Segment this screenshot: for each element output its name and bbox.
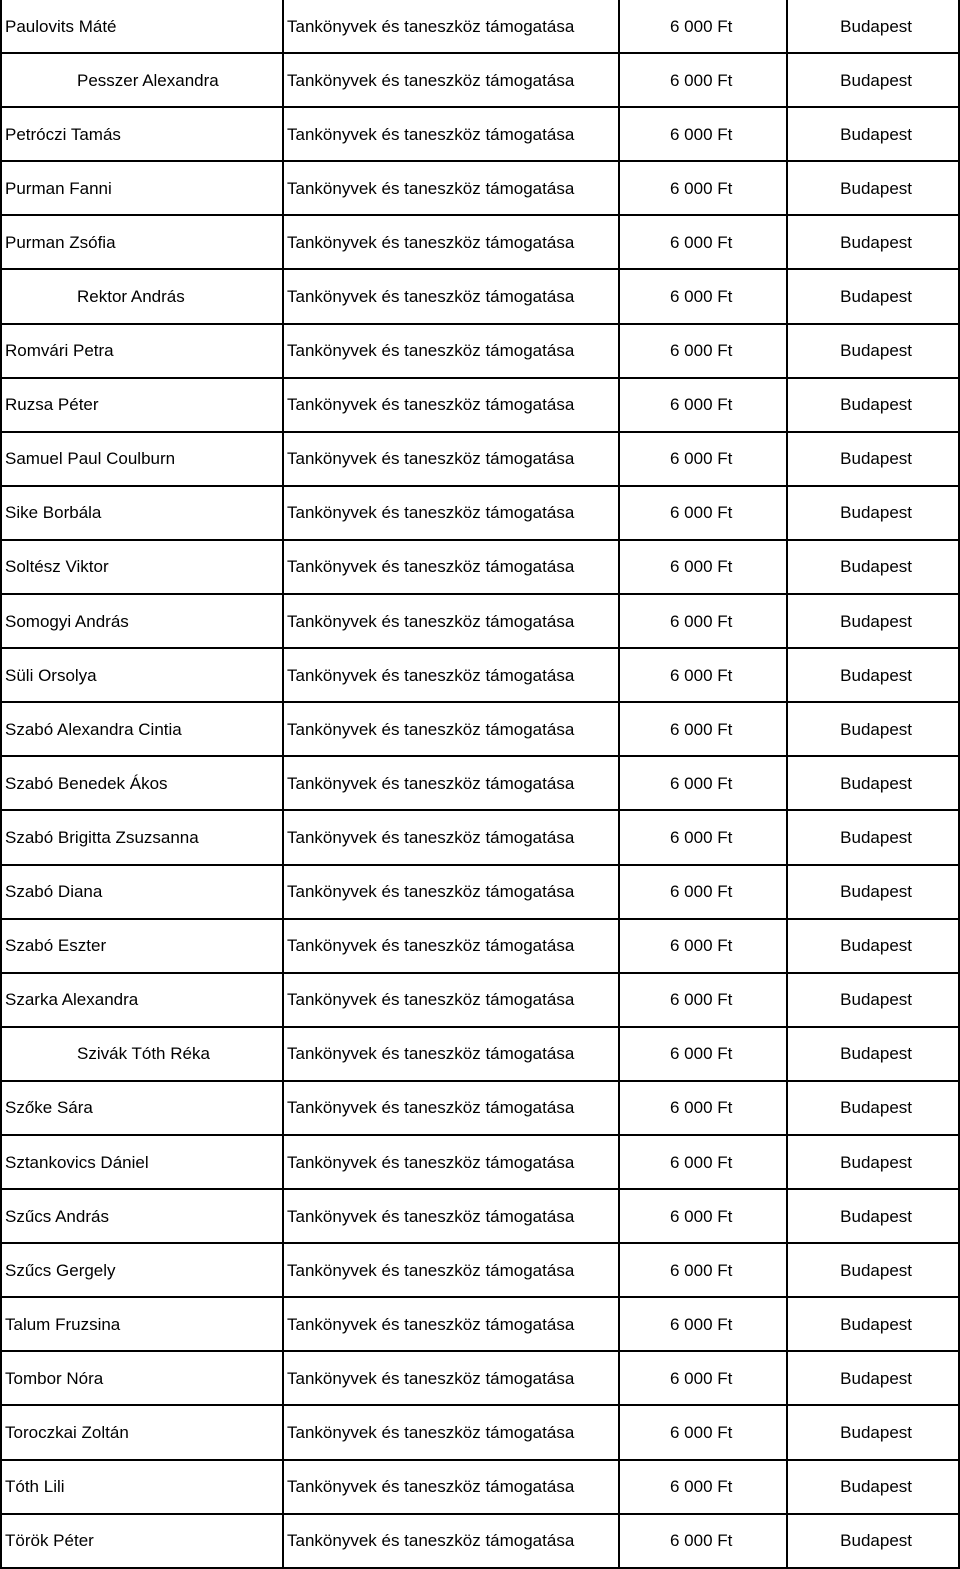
support-type-cell: Tankönyvek és taneszköz támogatása bbox=[283, 1243, 619, 1297]
table-row bbox=[1, 1514, 959, 1568]
amount-cell: 6 000 Ft bbox=[619, 107, 787, 161]
amount-cell: 6 000 Ft bbox=[619, 865, 787, 919]
recipient-name-cell: Purman Zsófia bbox=[1, 215, 283, 269]
support-type-cell: Tankönyvek és taneszköz támogatása bbox=[283, 865, 619, 919]
table-row bbox=[1, 0, 959, 53]
support-type-cell: Tankönyvek és taneszköz támogatása bbox=[283, 1351, 619, 1405]
recipient-name-cell: Samuel Paul Coulburn bbox=[1, 432, 283, 486]
recipient-name-cell: Tombor Nóra bbox=[1, 1351, 283, 1405]
recipient-name-cell: Süli Orsolya bbox=[1, 648, 283, 702]
table-row bbox=[1, 486, 959, 540]
table-row bbox=[1, 1189, 959, 1243]
recipient-name-cell: Petróczi Tamás bbox=[1, 107, 283, 161]
city-cell: Budapest bbox=[787, 1351, 959, 1405]
table-row bbox=[1, 1351, 959, 1405]
amount-cell: 6 000 Ft bbox=[619, 161, 787, 215]
support-type-cell: Tankönyvek és taneszköz támogatása bbox=[283, 1189, 619, 1243]
table-row bbox=[1, 810, 959, 864]
table-row bbox=[1, 269, 959, 323]
support-type-cell: Tankönyvek és taneszköz támogatása bbox=[283, 919, 619, 973]
amount-cell: 6 000 Ft bbox=[619, 648, 787, 702]
recipient-name-cell: Szabó Benedek Ákos bbox=[1, 756, 283, 810]
recipient-name-cell: Szabó Alexandra Cintia bbox=[1, 702, 283, 756]
recipient-name-cell: Talum Fruzsina bbox=[1, 1297, 283, 1351]
table-row bbox=[1, 1243, 959, 1297]
recipient-name-cell: Sztankovics Dániel bbox=[1, 1135, 283, 1189]
city-cell: Budapest bbox=[787, 1297, 959, 1351]
grant-table-body bbox=[1, 0, 959, 1568]
recipient-name-cell: Pesszer Alexandra bbox=[1, 53, 283, 107]
recipient-name-cell: Szivák Tóth Réka bbox=[1, 1027, 283, 1081]
amount-cell: 6 000 Ft bbox=[619, 810, 787, 864]
city-cell: Budapest bbox=[787, 161, 959, 215]
recipient-name-cell: Szabó Eszter bbox=[1, 919, 283, 973]
amount-cell: 6 000 Ft bbox=[619, 1243, 787, 1297]
amount-cell: 6 000 Ft bbox=[619, 756, 787, 810]
amount-cell: 6 000 Ft bbox=[619, 1514, 787, 1568]
table-row bbox=[1, 215, 959, 269]
recipient-name-cell: Ruzsa Péter bbox=[1, 378, 283, 432]
table-row bbox=[1, 1027, 959, 1081]
support-type-cell: Tankönyvek és taneszköz támogatása bbox=[283, 1460, 619, 1514]
recipient-name-cell: Paulovits Máté bbox=[1, 0, 283, 53]
amount-cell: 6 000 Ft bbox=[619, 919, 787, 973]
city-cell: Budapest bbox=[787, 756, 959, 810]
support-type-cell: Tankönyvek és taneszköz támogatása bbox=[283, 1027, 619, 1081]
table-row bbox=[1, 594, 959, 648]
support-type-cell: Tankönyvek és taneszköz támogatása bbox=[283, 1135, 619, 1189]
table-row bbox=[1, 540, 959, 594]
city-cell: Budapest bbox=[787, 540, 959, 594]
amount-cell: 6 000 Ft bbox=[619, 53, 787, 107]
amount-cell: 6 000 Ft bbox=[619, 432, 787, 486]
city-cell: Budapest bbox=[787, 1405, 959, 1459]
amount-cell: 6 000 Ft bbox=[619, 0, 787, 53]
support-type-cell: Tankönyvek és taneszköz támogatása bbox=[283, 810, 619, 864]
amount-cell: 6 000 Ft bbox=[619, 594, 787, 648]
support-type-cell: Tankönyvek és taneszköz támogatása bbox=[283, 540, 619, 594]
city-cell: Budapest bbox=[787, 1189, 959, 1243]
amount-cell: 6 000 Ft bbox=[619, 702, 787, 756]
recipient-name-cell: Romvári Petra bbox=[1, 324, 283, 378]
table-row bbox=[1, 1460, 959, 1514]
support-type-cell: Tankönyvek és taneszköz támogatása bbox=[283, 594, 619, 648]
table-row bbox=[1, 702, 959, 756]
city-cell: Budapest bbox=[787, 324, 959, 378]
city-cell: Budapest bbox=[787, 1027, 959, 1081]
city-cell: Budapest bbox=[787, 973, 959, 1027]
city-cell: Budapest bbox=[787, 1460, 959, 1514]
city-cell: Budapest bbox=[787, 919, 959, 973]
table-row bbox=[1, 53, 959, 107]
support-type-cell: Tankönyvek és taneszköz támogatása bbox=[283, 973, 619, 1027]
table-row bbox=[1, 973, 959, 1027]
recipient-name-cell: Soltész Viktor bbox=[1, 540, 283, 594]
amount-cell: 6 000 Ft bbox=[619, 1405, 787, 1459]
amount-cell: 6 000 Ft bbox=[619, 1027, 787, 1081]
city-cell: Budapest bbox=[787, 107, 959, 161]
amount-cell: 6 000 Ft bbox=[619, 269, 787, 323]
city-cell: Budapest bbox=[787, 486, 959, 540]
recipient-name-cell: Szőke Sára bbox=[1, 1081, 283, 1135]
recipient-name-cell: Toroczkai Zoltán bbox=[1, 1405, 283, 1459]
recipient-name-cell: Szabó Brigitta Zsuzsanna bbox=[1, 810, 283, 864]
table-row bbox=[1, 107, 959, 161]
support-type-cell: Tankönyvek és taneszköz támogatása bbox=[283, 215, 619, 269]
amount-cell: 6 000 Ft bbox=[619, 1351, 787, 1405]
amount-cell: 6 000 Ft bbox=[619, 1189, 787, 1243]
amount-cell: 6 000 Ft bbox=[619, 540, 787, 594]
recipient-name-cell: Tóth Lili bbox=[1, 1460, 283, 1514]
support-type-cell: Tankönyvek és taneszköz támogatása bbox=[283, 702, 619, 756]
table-row bbox=[1, 648, 959, 702]
amount-cell: 6 000 Ft bbox=[619, 1460, 787, 1514]
amount-cell: 6 000 Ft bbox=[619, 1081, 787, 1135]
city-cell: Budapest bbox=[787, 865, 959, 919]
amount-cell: 6 000 Ft bbox=[619, 324, 787, 378]
support-type-cell: Tankönyvek és taneszköz támogatása bbox=[283, 0, 619, 53]
recipient-name-cell: Szűcs Gergely bbox=[1, 1243, 283, 1297]
support-type-cell: Tankönyvek és taneszköz támogatása bbox=[283, 1297, 619, 1351]
city-cell: Budapest bbox=[787, 378, 959, 432]
support-type-cell: Tankönyvek és taneszköz támogatása bbox=[283, 432, 619, 486]
table-row bbox=[1, 919, 959, 973]
support-type-cell: Tankönyvek és taneszköz támogatása bbox=[283, 486, 619, 540]
city-cell: Budapest bbox=[787, 53, 959, 107]
recipient-name-cell: Somogyi András bbox=[1, 594, 283, 648]
recipient-name-cell: Török Péter bbox=[1, 1514, 283, 1568]
table-row bbox=[1, 432, 959, 486]
support-type-cell: Tankönyvek és taneszköz támogatása bbox=[283, 1405, 619, 1459]
support-type-cell: Tankönyvek és taneszköz támogatása bbox=[283, 269, 619, 323]
city-cell: Budapest bbox=[787, 269, 959, 323]
support-type-cell: Tankönyvek és taneszköz támogatása bbox=[283, 756, 619, 810]
amount-cell: 6 000 Ft bbox=[619, 1135, 787, 1189]
city-cell: Budapest bbox=[787, 1514, 959, 1568]
city-cell: Budapest bbox=[787, 0, 959, 53]
amount-cell: 6 000 Ft bbox=[619, 378, 787, 432]
city-cell: Budapest bbox=[787, 215, 959, 269]
support-type-cell: Tankönyvek és taneszköz támogatása bbox=[283, 53, 619, 107]
table-row bbox=[1, 378, 959, 432]
support-type-cell: Tankönyvek és taneszköz támogatása bbox=[283, 1514, 619, 1568]
city-cell: Budapest bbox=[787, 810, 959, 864]
recipient-name-cell: Szabó Diana bbox=[1, 865, 283, 919]
city-cell: Budapest bbox=[787, 1135, 959, 1189]
support-type-cell: Tankönyvek és taneszköz támogatása bbox=[283, 161, 619, 215]
amount-cell: 6 000 Ft bbox=[619, 973, 787, 1027]
table-row bbox=[1, 1135, 959, 1189]
support-type-cell: Tankönyvek és taneszköz támogatása bbox=[283, 107, 619, 161]
table-row bbox=[1, 161, 959, 215]
table-row bbox=[1, 1297, 959, 1351]
support-type-cell: Tankönyvek és taneszköz támogatása bbox=[283, 648, 619, 702]
city-cell: Budapest bbox=[787, 1243, 959, 1297]
recipient-name-cell: Rektor András bbox=[1, 269, 283, 323]
table-row bbox=[1, 756, 959, 810]
city-cell: Budapest bbox=[787, 1081, 959, 1135]
table-row bbox=[1, 324, 959, 378]
amount-cell: 6 000 Ft bbox=[619, 215, 787, 269]
amount-cell: 6 000 Ft bbox=[619, 486, 787, 540]
table-row bbox=[1, 865, 959, 919]
support-type-cell: Tankönyvek és taneszköz támogatása bbox=[283, 1081, 619, 1135]
recipient-name-cell: Szarka Alexandra bbox=[1, 973, 283, 1027]
recipient-name-cell: Sike Borbála bbox=[1, 486, 283, 540]
support-type-cell: Tankönyvek és taneszköz támogatása bbox=[283, 378, 619, 432]
city-cell: Budapest bbox=[787, 648, 959, 702]
city-cell: Budapest bbox=[787, 702, 959, 756]
city-cell: Budapest bbox=[787, 594, 959, 648]
recipient-name-cell: Purman Fanni bbox=[1, 161, 283, 215]
table-row bbox=[1, 1405, 959, 1459]
support-type-cell: Tankönyvek és taneszköz támogatása bbox=[283, 324, 619, 378]
amount-cell: 6 000 Ft bbox=[619, 1297, 787, 1351]
table-row bbox=[1, 1081, 959, 1135]
city-cell: Budapest bbox=[787, 432, 959, 486]
recipient-name-cell: Szűcs András bbox=[1, 1189, 283, 1243]
